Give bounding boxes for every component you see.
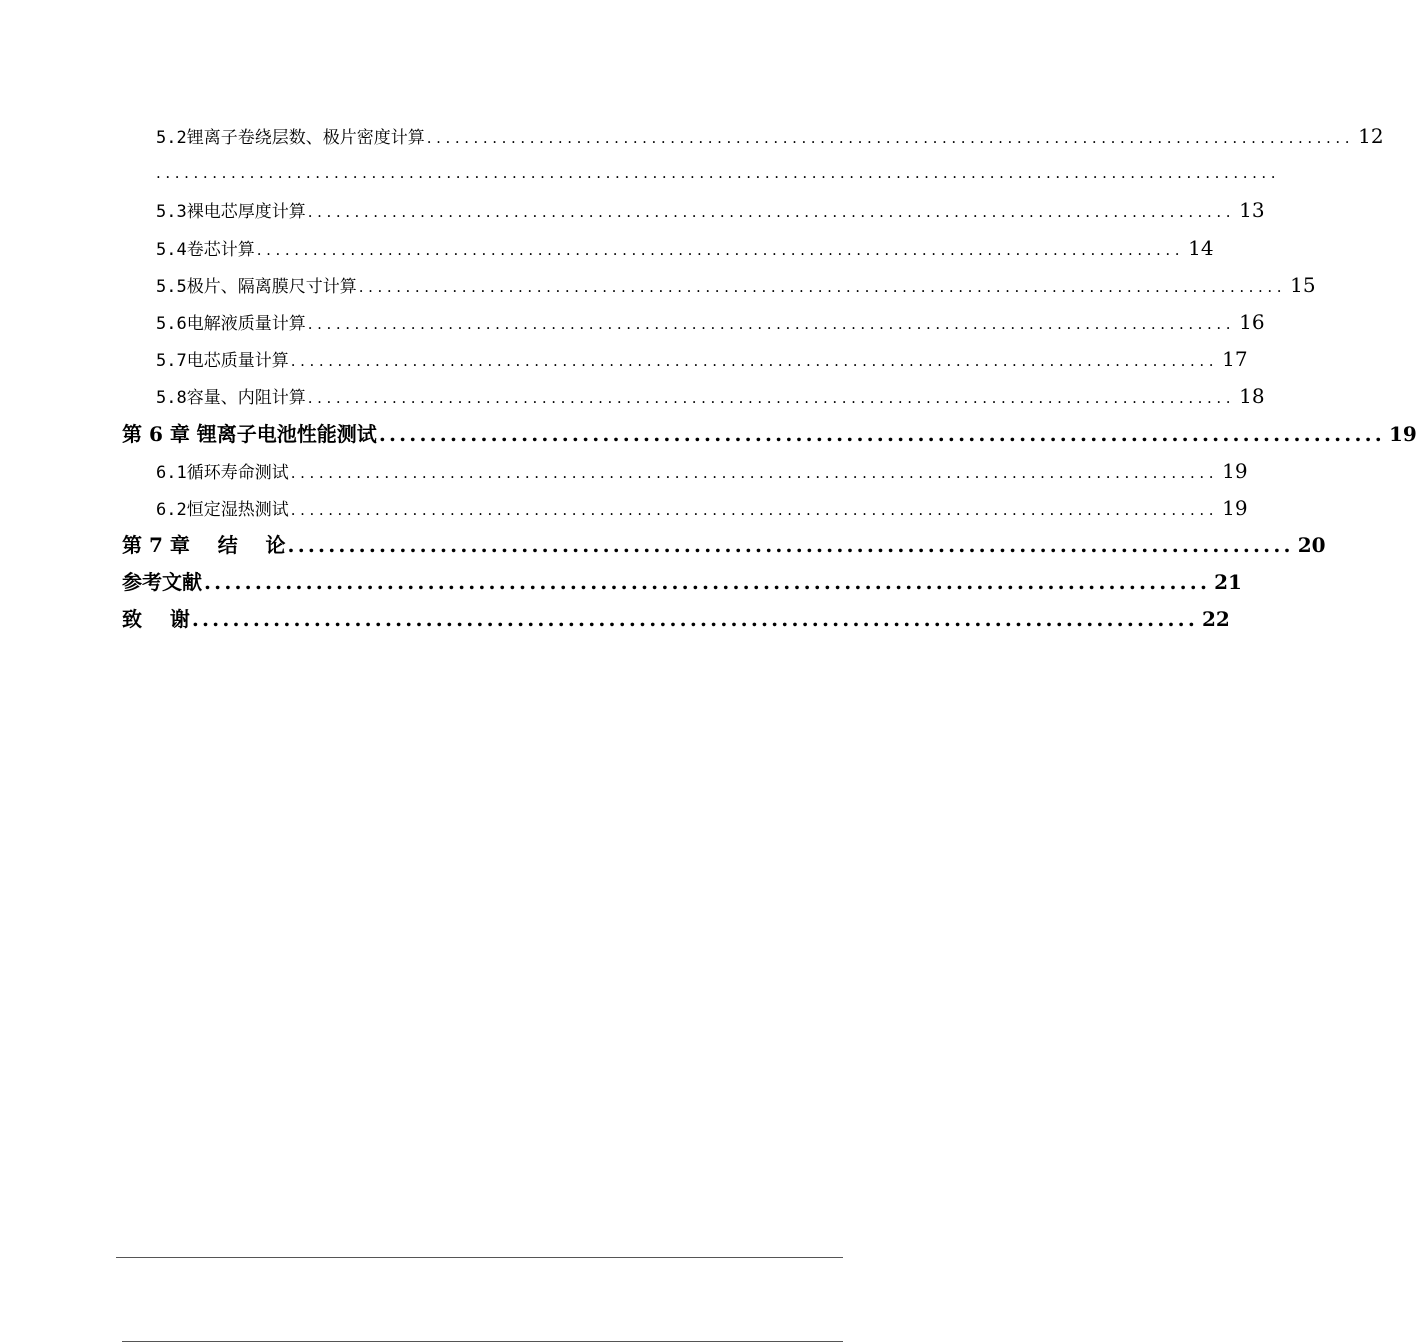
toc-entry-5-5[interactable]	[122, 267, 1316, 304]
dot-leader: ...................................................................................................	[307, 203, 1236, 222]
dot-leader: ........................................................................................................................	[156, 164, 1281, 183]
toc-chapter-page: 19	[1388, 421, 1417, 446]
toc-entry-number: 5.7	[156, 351, 187, 372]
toc-entry-page: 18	[1239, 384, 1265, 409]
toc-entry-title: 电芯质量计算	[186, 351, 289, 372]
dot-leader: ...................................................................................................	[287, 533, 1294, 558]
toc-entry-5-8[interactable]	[122, 378, 1265, 415]
toc-entry-number: 5.5	[156, 276, 187, 297]
footer-bottom-divider	[122, 1341, 843, 1342]
toc-entry-title: 循环寿命测试	[186, 462, 289, 483]
dot-leader: ...................................................................................................	[307, 314, 1236, 333]
toc-dot-leader-line	[122, 155, 1281, 192]
toc-entry-number: 5.2	[156, 128, 187, 148]
toc-entry-number: 5.4	[156, 239, 187, 260]
toc-entry-number: 5.6	[156, 313, 187, 334]
toc-entry-5-6[interactable]	[122, 304, 1265, 341]
toc-entry-number: 5.8	[156, 388, 187, 409]
toc-entry-title: 恒定湿热测试	[186, 499, 289, 520]
dot-leader: ...................................................................................................	[191, 607, 1198, 632]
toc-entry-number: 5.3	[156, 202, 187, 223]
toc-entry-title: 裸电芯厚度计算	[186, 202, 306, 223]
toc-chapter-title: 第 7 章 结 论	[122, 533, 286, 558]
toc-entry-5-2[interactable]	[122, 118, 1384, 155]
toc-entry-5-7[interactable]	[122, 341, 1248, 378]
dot-leader: ...................................................................................................	[426, 129, 1355, 147]
toc-chapter-title: 参考文献	[122, 570, 202, 595]
toc-entry-page: 16	[1239, 309, 1265, 334]
toc-entry-page: 13	[1239, 198, 1265, 223]
toc-chapter-title: 第 6 章 锂离子电池性能测试	[122, 421, 377, 446]
dot-leader: ...................................................................................................	[307, 389, 1236, 408]
toc-chapter-7[interactable]	[122, 527, 1326, 564]
dot-leader: ...................................................................................................	[378, 421, 1385, 446]
dot-leader: ...................................................................................................	[290, 352, 1219, 371]
toc-entry-title: 极片、隔离膜尺寸计算	[186, 276, 357, 297]
toc-entry-page: 17	[1222, 347, 1248, 372]
toc-entry-6-2[interactable]	[122, 490, 1248, 527]
toc-entry-page: 19	[1222, 458, 1248, 483]
toc-chapter-title: 致 谢	[122, 607, 190, 632]
toc-entry-page: 15	[1290, 272, 1316, 297]
dot-leader: ...................................................................................................	[204, 570, 1211, 595]
dot-leader: ...................................................................................................	[290, 463, 1219, 482]
toc-entry-number: 6.2	[156, 499, 187, 520]
toc-entry-5-4[interactable]	[122, 230, 1214, 267]
dot-leader: ...................................................................................................	[358, 277, 1287, 296]
toc-chapter-page: 20	[1297, 533, 1326, 558]
toc-entry-title: 电解液质量计算	[186, 313, 306, 334]
toc-entry-title: 容量、内阻计算	[186, 388, 306, 409]
toc-entry-page: 19	[1222, 495, 1248, 520]
toc-entry-title: 锂离子卷绕层数、极片密度计算	[186, 128, 425, 148]
toc-chapter-page: 21	[1214, 570, 1242, 595]
toc-entry-number: 6.1	[156, 462, 187, 483]
table-of-contents	[122, 118, 1417, 639]
toc-entry-5-3[interactable]	[122, 192, 1265, 229]
toc-chapter-6[interactable]	[122, 416, 1417, 453]
toc-entry-6-1[interactable]	[122, 453, 1248, 490]
toc-chapter-page: 22	[1202, 607, 1230, 632]
toc-entry-page: 12	[1358, 124, 1384, 148]
dot-leader: ...................................................................................................	[256, 240, 1185, 259]
toc-references[interactable]	[122, 564, 1242, 601]
footer-divider	[116, 1257, 843, 1258]
dot-leader: ...................................................................................................	[290, 500, 1219, 519]
toc-entry-page: 14	[1188, 235, 1214, 260]
toc-acknowledgements[interactable]	[122, 601, 1230, 638]
toc-entry-title: 卷芯计算	[186, 239, 255, 260]
